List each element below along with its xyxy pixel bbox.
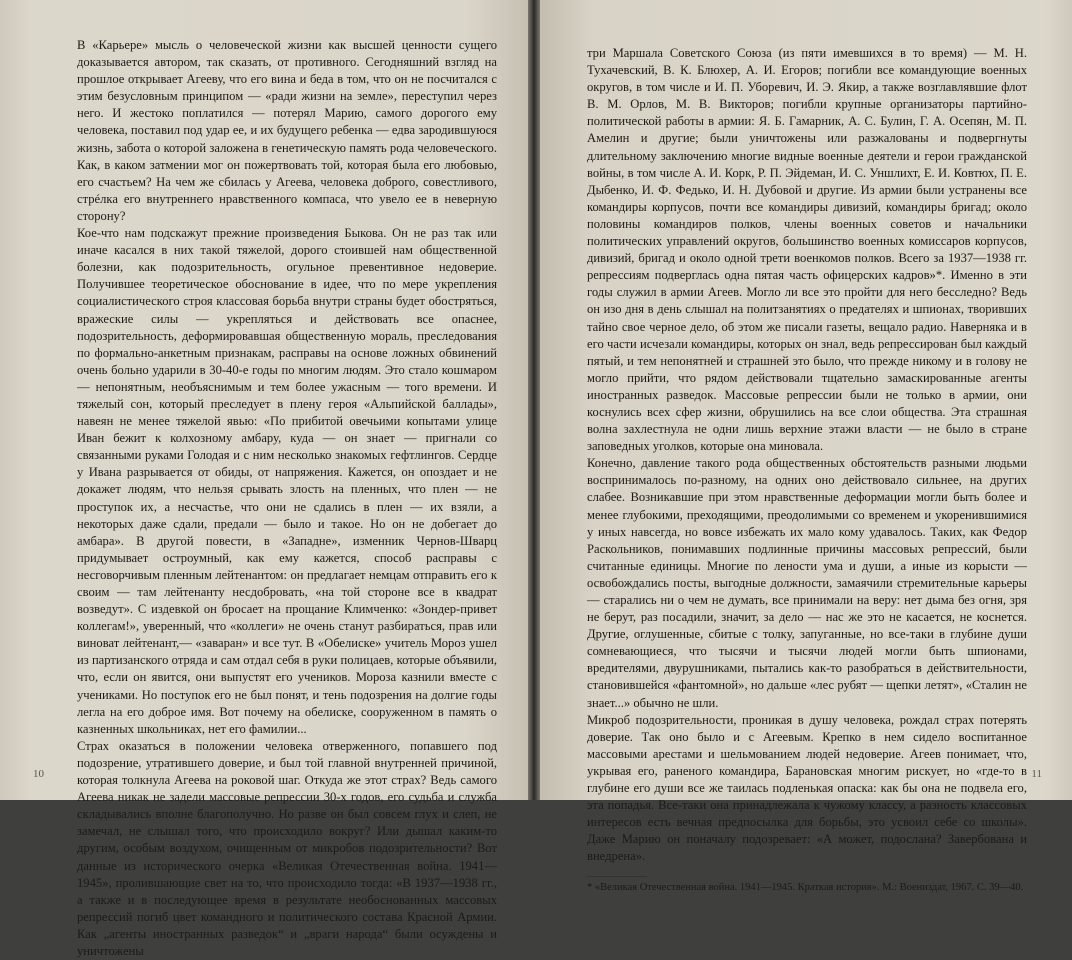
- left-page-number: 10: [33, 768, 44, 780]
- left-text-column: [77, 37, 497, 960]
- right-paragraph-1: три Маршала Советского Союза (из пяти имевшихся в то время) — М. Н. Тухачевский, В. К. Блюхер, А. И. Егоров; погибли все командующие военных округов, в том числе и И. П. Уборевич, И. Э. Якир, а также возглавлявшие флот В. М. Орлов, М. В. Викторов; погибли крупные организаторы партийно-политической работы в армии: Я. Б. Гамарник, А. С. Булин, Г. А. Осепян, М. П. Амелин и другие; были уничтожены или разжалованы и подвергнуты длительному заключению многие видные военные деятели и герои гражданской войны, в том числе А. И. Корк, Р. П. Эйдеман, И. С. Уншлихт, Е. И. Ковтюх, П. Е. Дыбенко, И. Ф. Федько, И. Н. Дубовой и другие. Из армии были устранены все командиры корпусов, почти все командиры дивизий, командиры бригад; около половины командиров полков, члены военных советов и начальники политических управлений округов, большинство военных комиссаров корпусов, дивизий, бригад и около одной трети военкомов полков. Всего за 1937—1938 гг. репрессиям подверглась одна пятая часть офицерских кадров»*. Именно в эти годы служил в армии Агеев. Могло ли все это пройти для него бесследно? Ведь он изо дня в день слышал на политзанятиях о предателях и шпионах, творивших тайно свое черное дело, об этом же писали газеты, вещало радио. Наверняка и в его части исчезали командиры, которых он знал, ведь репрессирован был каждый пятый, и тем непонятней и страшней это было, что прежде никому и в голову не могло прийти, что рядом действовали тщательно замаскированные агенты иностранных разведок. Массовые репрессии были не только в армии, они коснулись всех сфер жизни, обрушились на все слои общества. Эта страшная волна захлестнула не одни лишь верхние этажи власти — не было в стране заповедных уголков, которые она миновала.: [587, 46, 1027, 454]
- right-paragraph-2: Конечно, давление такого рода общественных обстоятельств разными людьми воспринималось по-разному, на одних оно действовало сильнее, на других слабее. Возникавшие при этом нравственные деформации могли быть более и менее глубокими, преходящими, преодолимыми со временем и укоренившимися у иных навсегда, но вовсе избежать их мало кому удавалось. Таких, как Федор Раскольников, понимавших подлинные причины массовых репрессий, были считанные единицы. Многие по лености ума и души, а иные из корысти — освобождались посты, выгодные должности, замаячили стремительные карьеры — старались ни о чем не думать, все принимали на веру: нет дыма без огня, зря не берут, раз посадили, значит, за дело — нас же это не касается, не коснется. Другие, оглушенные, сбитые с толку, запуганные, но все-таки в глубине души сомневающиеся, что тысячи и тысячи людей могли быть шпионами, вредителями, двурушниками, пытались как-то разобраться в действительности, становившейся «фантомной», но дальше «лес рубят — щепки летят», «Сталин не знает...» обычно не шли.: [587, 456, 1027, 710]
- left-paragraph-1: В «Карьере» мысль о человеческой жизни как высшей ценности сущего доказывается автором, так сказать, от противного. Сегодняшний взгляд на прошлое открывает Агееву, что его вина и беда в том, что он не посчитался с этим безусловным принципом — «ради жизни на земле», переступил через него. И жестоко поплатился — потерял Марию, самого дорогого ему человека, поставил под удар ее, и их будущего ребенка — едва зародившуюся жизнь, забота о которой заложена в генетическую память рода человеческого. Как, в каком затмении мог он пожертвовать той, которая была его любовью, его счастьем? На чем же сбилась у Агеева, человека доброго, совестливого, стрéлка его внутреннего нравственного компаса, что увело ее в неверную сторону?: [77, 38, 497, 223]
- right-text-column: [587, 45, 1027, 895]
- right-page-number: 11: [1031, 768, 1042, 780]
- left-paragraph-3: Страх оказаться в положении человека отверженного, попавшего под подозрение, утратившего доверие, и был той главной внутренней причиной, которая толкнула Агеева на роковой шаг. Откуда же этот страх? Ведь самого Агеева никак не задели массовые репрессии 30-х годов, его судьба и служба складывались вполне благополучно. Но разве он был совсем глух и слеп, не замечал, не слышал того, что происходило вокруг? Или дышал каким-то другим, особым воздухом, очищенным от микробов подозрительности? Вот данные из исторического очерка «Великая Отечественная война. 1941—1945», пролившающие свет на то, что происходило тогда: «В 1937—1938 гг., а также и в последующее время в результате необоснованных массовых репрессий погиб цвет командного и политического состава Красной Армии. Как „агенты иностранных разведок“ и „враги народа“ были осуждены и уничтожены: [77, 738, 497, 958]
- left-paragraph-2: Кое-что нам подскажут прежние произведения Быкова. Он не раз так или иначе касался в них такой тяжелой, дорого стоившей нам общественной болезни, как подозрительность, огульное превентивное недоверие. Получившее теоретическое обоснование в идее, что по мере укрепления социалистического строя классовая борьба внутри страны будет обостряться, вражеские силы — укрепляться и действовать все опаснее, подозрительность, деформировавшая общественную мораль, преследования по формально-анкетным признакам, расправы на основе ложных обвинений очень больно ударили в 30-40-е годы по многим людям. Это стало кошмаром — непонятным, необъяснимым и тем более ужасным — того времени. И тяжелый сон, который преследует в плену героя «Альпийской баллады», навеян не менее тяжелой явью: «По прибитой овечьими копытами улице Иван бежит к колхозному амбару, куда — он знает — пригнали со связанными руками Голодая и с ним несколько знакомых гефтлингов. Сердце у Ивана разрывается от обиды, от напряжения. Кажется, он опоздает и не докажет людям, что нельзя срывать злость на пленных, что плен — не проступок их, а несчастье, что они не сдались в плен — их взяли, а некоторых даже сдали, предали — было и такое. Но он не добегает до амбара». В другой повести, в «Западне», изменник Чернов-Шварц придумывает остроумный, как ему кажется, способ расправы с несговорчивым пленным лейтенантом: он предлагает немцам отправить его к своим — там лейтенанту несдобровать, «на той стороне все в квадрат возведут». С издевкой он бросает на прощание Климченко: «Зондер-привет коллегам!», уверенный, что «коллеги» не очень станут разбираться, прав или виноват лейтенант,— «заваран» и все тут. В «Обелиске» учитель Мороз ушел из партизанского отряда и сам отдал себя в руки полицаев, которые объявили, что, если он явится, они выпустят его учеников. Мороза казнили вместе с учениками. Но поступок его не был понят, и тень подозрения на долгие годы легла на его доброе имя. Вот почему на обелиске, сооруженном в память о казненных школьниках, нет его фамилии...: [77, 226, 497, 736]
- right-page: [540, 0, 1072, 893]
- book-spine: [528, 0, 540, 800]
- footnote: * «Великая Отечественная война. 1941—1945. Краткая история». М.: Воениздат, 1967. С. 39—40.: [587, 881, 1024, 893]
- right-paragraph-3: Микроб подозрительности, проникая в душу человека, рождал страх потерять доверие. Так оно было и с Агеевым. Крепко в нем сидело воспитанное массовыми арестами и шельмованием людей недоверие. Агеев понимает, что, укрывая его, раненого командира, Барановская многим рискует, но «где-то в глубине его души все же таилась подленькая опаска: как бы она не подвела его, эта попадья. Все-таки она принадлежала к чужому классу, а разность классовых интересов есть вечная предпосылка для борьбы, это усвоил себе со школы». Даже Марию он поначалу подозревает: «А может, подослана? Завербована и внедрена».: [587, 712, 1027, 864]
- left-page: [0, 0, 528, 958]
- footnote-rule: [587, 876, 647, 877]
